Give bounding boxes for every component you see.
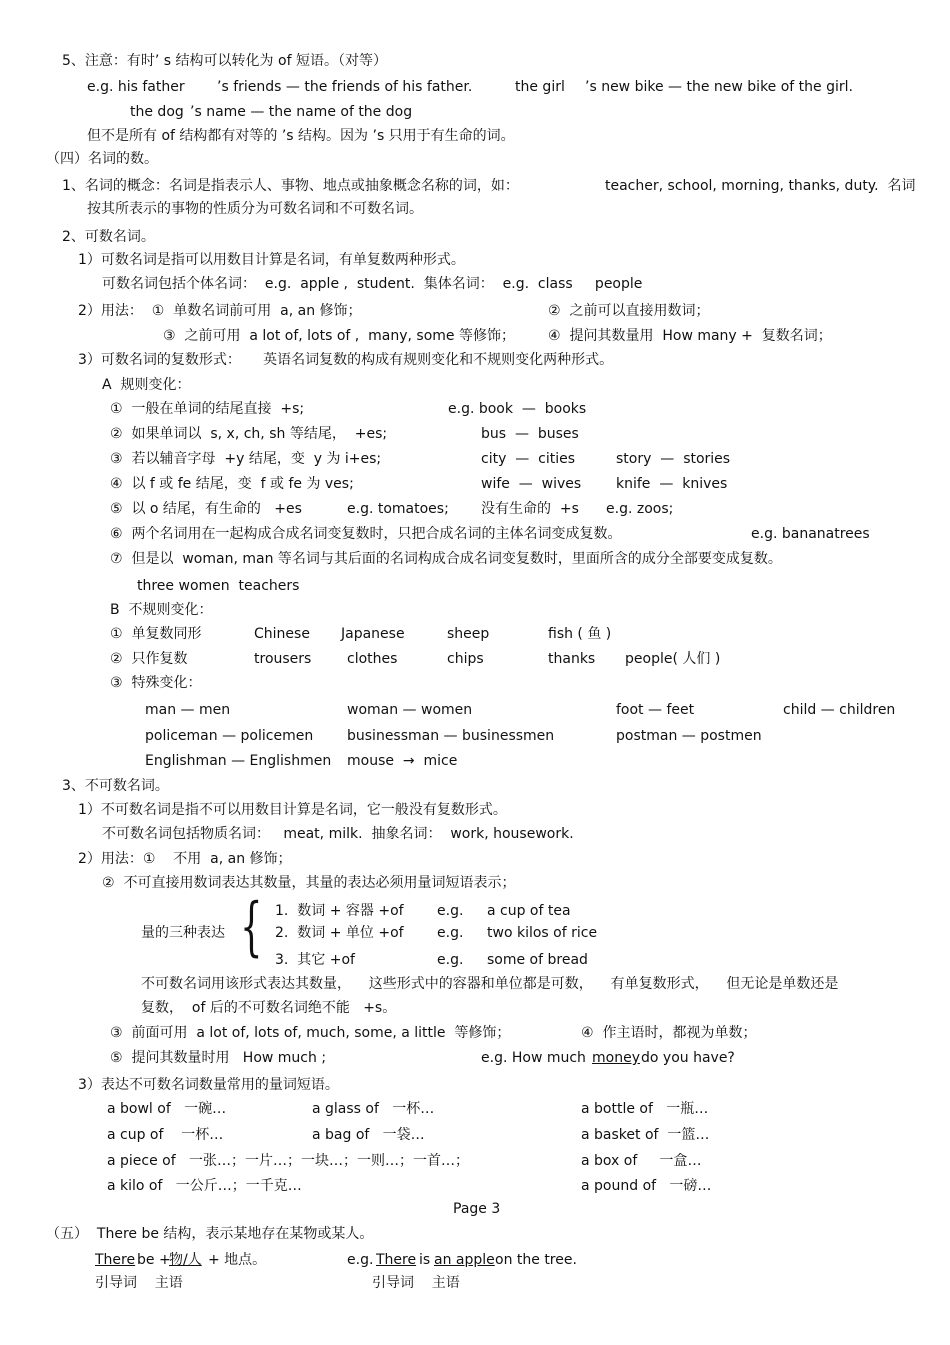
line-text: 引导词 主语 — [95, 1275, 183, 1291]
line-text: 没有生命的 +s — [481, 501, 579, 517]
line-text: ④ 提问其数量用 How many + 复数名词； — [548, 328, 832, 344]
line-text: a bag of 一袋… — [312, 1127, 425, 1143]
line-text: e.g. How much — [481, 1050, 586, 1066]
underlined-word: money — [592, 1050, 640, 1066]
line-text: a cup of 一杯… — [107, 1127, 224, 1143]
line-text: ’s name — the name of the dog — [190, 104, 413, 120]
line-text: ① 一般在单词的结尾直接 +s; — [110, 401, 305, 417]
line-text: ⑥ 两个名词用在一起构成合成名词变复数时，只把合成名词的主体名词变成复数。 — [110, 526, 622, 542]
line-text: chips — [447, 651, 484, 667]
line-text: ⑤ 提问其数量时用 How much ; — [110, 1050, 327, 1066]
underlined-word: 物/人 — [169, 1252, 202, 1268]
line-text: ② 如果单词以 s, x, ch, sh 等结尾， +es; — [110, 426, 388, 442]
line-text: trousers — [254, 651, 312, 667]
line-text: the dog — [130, 104, 184, 120]
line-text: teacher, school, morning, thanks, duty. 名词 — [605, 178, 916, 194]
line-text: 按其所表示的事物的性质分为可数名词和不可数名词。 — [87, 201, 423, 217]
line-text: sheep — [447, 626, 490, 642]
line-text: ③ 之前可用 a lot of, lots of , many, some 等修饰； — [163, 328, 515, 344]
line-text: thanks — [548, 651, 596, 667]
line-text: 但不是所有 of 结构都有对等的 ’s 结构。因为 ’s 只用于有生命的词。 — [87, 128, 515, 144]
line-text: ② 不可直接用数词表达其数量，其量的表达必须用量词短语表示； — [102, 875, 516, 891]
line-text: e.g. book — books — [448, 401, 587, 417]
line-text: Japanese — [341, 626, 405, 642]
line-text: 1）可数名词是指可以用数目计算是名词，有单复数两种形式。 — [78, 252, 465, 268]
line-text: a kilo of 一公斤…；一千克… — [107, 1178, 302, 1194]
line-text: a bowl of 一碗… — [107, 1101, 227, 1117]
line-text: 1. 数词 + 容器 +of — [275, 903, 404, 919]
line-text: B 不规则变化： — [110, 602, 213, 618]
line-text: ③ 若以辅音字母 +y 结尾，变 y 为 i+es; — [110, 451, 382, 467]
line-text: city — cities — [481, 451, 576, 467]
line-text: a box of 一盒… — [581, 1153, 702, 1169]
line-text: woman — women — [347, 702, 473, 718]
line-text: do you have? — [641, 1050, 735, 1066]
line-text: 量的三种表达 — [141, 925, 225, 941]
line-text: some of bread — [487, 952, 588, 968]
line-text: e.g. tomatoes; — [347, 501, 449, 517]
line-text: child — children — [783, 702, 896, 718]
line-text: ③ 特殊变化： — [110, 675, 202, 691]
line-text: the girl — [515, 79, 565, 95]
line-text: policeman — policemen — [145, 728, 314, 744]
line-text: ⑦ 但是以 woman, man 等名词与其后面的名词构成合成名词变复数时，里面所含的成分全部要变成复数。 — [110, 551, 782, 567]
line-text: e.g. — [437, 903, 464, 919]
line-text: 3）表达不可数名词数量常用的量词短语。 — [78, 1077, 339, 1093]
line-text: ② 只作复数 — [110, 651, 188, 667]
line-text: 1）不可数名词是指不可以用数目计算是名词，它一般没有复数形式。 — [78, 802, 507, 818]
line-text: 2）用法：① 不用 a, an 修饰； — [78, 851, 292, 867]
line-text: a cup of tea — [487, 903, 571, 919]
line-text: e.g. — [437, 925, 464, 941]
line-text: fish ( 鱼 ) — [548, 626, 612, 642]
line-text: a glass of 一杯… — [312, 1101, 435, 1117]
line-text: 2、可数名词。 — [62, 229, 155, 245]
line-text: 3）可数名词的复数形式： 英语名词复数的构成有规则变化和不规则变化两种形式。 — [78, 352, 614, 368]
line-text: ④ 以 f 或 fe 结尾，变 f 或 fe 为 ves; — [110, 476, 354, 492]
line-text: 2. 数词 + 单位 +of — [275, 925, 404, 941]
line-text: Chinese — [254, 626, 310, 642]
line-text: mouse → mice — [347, 753, 458, 769]
line-text: ① 单复数同形 — [110, 626, 202, 642]
line-text: wife — wives — [481, 476, 582, 492]
line-text: a basket of 一篮… — [581, 1127, 710, 1143]
line-text: ② 之前可以直接用数词； — [548, 303, 710, 319]
line-text: be + — [137, 1252, 171, 1268]
underlined-word: There — [95, 1252, 136, 1268]
line-text: 可数名词包括个体名词： e.g. apple , student. 集体名词： e.g. class people — [102, 276, 643, 292]
line-text: foot — feet — [616, 702, 695, 718]
line-text: postman — postmen — [616, 728, 762, 744]
line-text: e.g. — [347, 1252, 374, 1268]
line-text: people( 人们 ) — [625, 651, 721, 667]
line-text: man — men — [145, 702, 231, 718]
line-text: e.g. bananatrees — [751, 526, 870, 542]
underlined-word: an apple — [434, 1252, 495, 1268]
line-text: 1、名词的概念：名词是指表示人、事物、地点或抽象概念名称的词，如： — [62, 178, 519, 194]
line-text: two kilos of rice — [487, 925, 598, 941]
line-text: knife — knives — [616, 476, 728, 492]
line-text: a piece of 一张…；一片…；一块…；一则…；一首…； — [107, 1153, 470, 1169]
line-text: Englishman — Englishmen — [145, 753, 332, 769]
line-text: clothes — [347, 651, 398, 667]
line-text: e.g. his father — [87, 79, 185, 95]
line-text: 引导词 主语 — [372, 1275, 460, 1291]
underlined-word: There — [376, 1252, 417, 1268]
line-text: story — stories — [616, 451, 731, 467]
line-text: 5、注意：有时’ s 结构可以转化为 of 短语。（对等） — [62, 53, 387, 69]
line-text: 3、不可数名词。 — [62, 778, 169, 794]
line-text: 不可数名词包括物质名词： meat, milk. 抽象名词： work, housework. — [102, 826, 574, 842]
line-text: ③ 前面可用 a lot of, lots of, much, some, a little 等修饰； — [110, 1025, 511, 1041]
line-text: ’s friends — the friends of his father. — [217, 79, 473, 95]
line-text: is — [419, 1252, 431, 1268]
line-text: + 地点。 — [208, 1252, 267, 1268]
line-text: three women teachers — [137, 578, 300, 594]
section-heading: （五） There be 结构，表示某地存在某物或某人。 — [46, 1226, 374, 1242]
line-text: 不可数名词用该形式表达其数量， 这些形式中的容器和单位都是可数， 有单复数形式， 但无论是单数还是 — [141, 976, 839, 992]
line-text: 复数， of 后的不可数名词绝不能 +s。 — [141, 1000, 397, 1016]
line-text: e.g. zoos; — [606, 501, 674, 517]
line-text: ’s new bike — the new bike of the girl. — [585, 79, 853, 95]
line-text: 3. 其它 +of — [275, 952, 355, 968]
line-text: e.g. — [437, 952, 464, 968]
line-text: bus — buses — [481, 426, 579, 442]
line-text: a bottle of 一瓶… — [581, 1101, 709, 1117]
line-text: on the tree. — [495, 1252, 577, 1268]
page-number: Page 3 — [453, 1201, 501, 1217]
line-text: 2）用法： ① 单数名词前可用 a, an 修饰； — [78, 303, 362, 319]
section-heading: （四）名词的数。 — [46, 151, 158, 167]
line-text: ⑤ 以 o 结尾，有生命的 +es — [110, 501, 302, 517]
line-text: A 规则变化： — [102, 377, 191, 393]
line-text: ④ 作主语时，都视为单数； — [581, 1025, 757, 1041]
line-text: a pound of 一磅… — [581, 1178, 712, 1194]
line-text: businessman — businessmen — [347, 728, 555, 744]
curly-brace-icon: { — [240, 890, 263, 964]
